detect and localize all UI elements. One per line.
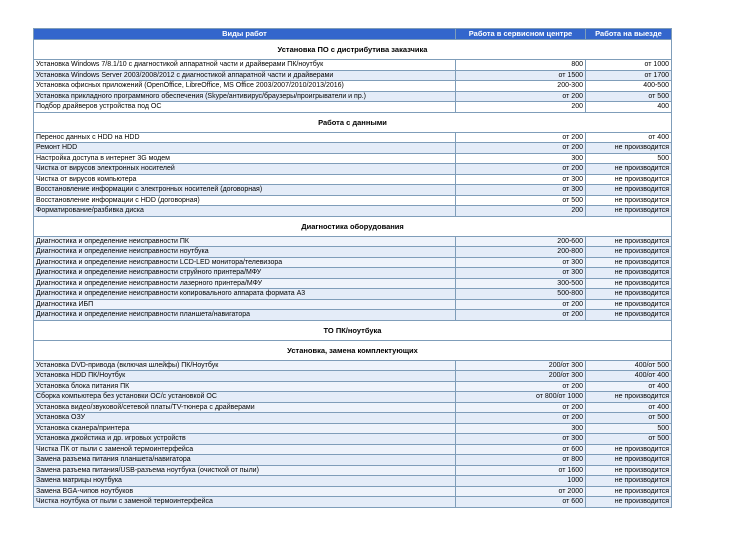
service-price-cell: 300-500 [456,278,586,289]
onsite-price-cell: не производится [586,455,672,466]
onsite-price-cell: не производится [586,444,672,455]
table-row [34,206,672,217]
onsite-price-cell: от 500 [586,434,672,445]
section-header-row [34,340,672,360]
onsite-price-cell: от 400 [586,402,672,413]
work-name-cell: Установка DVD-привода (включая шлейфы) ПК/Ноутбук [34,360,456,371]
work-name-cell: Установка прикладного программного обеспечения (Skype/антивирус/браузеры/проигрыватели и пр.) [34,91,456,102]
work-name-cell: Установка Windows Server 2003/2008/2012 с диагностикой аппаратной части и драйверами [34,70,456,81]
table-row [34,371,672,382]
service-price-cell: от 600 [456,444,586,455]
onsite-price-cell: не производится [586,299,672,310]
onsite-price-cell: не производится [586,185,672,196]
work-name-cell: Установка видео/звуковой/сетевой платы/TV-тюнера с драйверами [34,402,456,413]
onsite-price-cell: не производится [586,143,672,154]
table-row [34,164,672,175]
table-row [34,153,672,164]
work-name-cell: Замена разъема питания/USB-разъема ноутбука (очисткой от пыли) [34,465,456,476]
service-price-cell: от 200 [456,381,586,392]
service-price-cell: от 200 [456,132,586,143]
onsite-price-cell: не производится [586,164,672,175]
table-row [34,486,672,497]
onsite-price-cell: от 400 [586,381,672,392]
work-name-cell: Установка ОЗУ [34,413,456,424]
table-row [34,91,672,102]
work-name-cell: Чистка ноутбука от пыли с заменой термоинтерфейса [34,497,456,508]
table-body [34,40,672,508]
work-name-cell: Установка HDD ПК/Ноутбук [34,371,456,382]
work-name-cell: Настройка доступа в интернет 3G модем [34,153,456,164]
service-price-cell: от 800/от 1000 [456,392,586,403]
service-price-cell: 200 [456,102,586,113]
service-price-cell: от 600 [456,497,586,508]
work-name-cell: Диагностика и определение неисправности ноутбука [34,247,456,258]
price-table-container [33,28,671,508]
onsite-price-cell: от 500 [586,91,672,102]
table-row [34,185,672,196]
table-row [34,476,672,487]
onsite-price-cell: 400 [586,102,672,113]
table-row [34,299,672,310]
header-on-site: Работа на выезде [586,29,672,40]
service-price-cell: 200-800 [456,247,586,258]
service-price-cell: 200 [456,206,586,217]
work-name-cell: Чистка от вирусов компьютера [34,174,456,185]
section-title: Диагностика оборудования [34,216,672,236]
work-name-cell: Ремонт HDD [34,143,456,154]
table-row [34,102,672,113]
service-price-cell: от 300 [456,185,586,196]
service-price-cell: от 200 [456,402,586,413]
onsite-price-cell: не производится [586,289,672,300]
table-row [34,278,672,289]
table-row [34,70,672,81]
table-row [34,444,672,455]
onsite-price-cell: не производится [586,206,672,217]
onsite-price-cell: не производится [586,392,672,403]
service-price-cell: от 200 [456,299,586,310]
service-price-cell: 200-300 [456,81,586,92]
work-name-cell: Диагностика и определение неисправности ПК [34,236,456,247]
service-price-cell: от 800 [456,455,586,466]
work-name-cell: Перенос данных с HDD на HDD [34,132,456,143]
onsite-price-cell: не производится [586,257,672,268]
service-price-cell: 200-600 [456,236,586,247]
service-price-cell: 1000 [456,476,586,487]
section-title: Работа с данными [34,112,672,132]
work-name-cell: Диагностика и определение неисправности планшета/навигатора [34,310,456,321]
work-name-cell: Восстановление информации с HDD (договорная) [34,195,456,206]
work-name-cell: Диагностика и определение неисправности лазерного принтера/МФУ [34,278,456,289]
table-row [34,465,672,476]
service-price-cell: от 1500 [456,70,586,81]
onsite-price-cell: от 1000 [586,60,672,71]
section-header-row [34,216,672,236]
table-row [34,402,672,413]
section-header-row [34,320,672,340]
onsite-price-cell: не производится [586,195,672,206]
service-price-cell: 200/от 300 [456,360,586,371]
work-name-cell: Замена BGA-чипов ноутбуков [34,486,456,497]
onsite-price-cell: 500 [586,423,672,434]
service-price-cell: от 300 [456,174,586,185]
table-row [34,310,672,321]
work-name-cell: Диагностика и определение неисправности струйного принтера/МФУ [34,268,456,279]
table-row [34,174,672,185]
service-price-cell: от 200 [456,310,586,321]
onsite-price-cell: не производится [586,465,672,476]
onsite-price-cell: 400/от 500 [586,360,672,371]
onsite-price-cell: от 400 [586,132,672,143]
table-row [34,268,672,279]
table-row [34,455,672,466]
service-price-cell: от 300 [456,257,586,268]
service-price-cell: от 200 [456,143,586,154]
work-name-cell: Замена разъема питания планшета/навигатора [34,455,456,466]
onsite-price-cell: 400-500 [586,81,672,92]
service-price-cell: от 1600 [456,465,586,476]
service-price-cell: 300 [456,423,586,434]
section-title: Установка ПО с дистрибутива заказчика [34,40,672,60]
onsite-price-cell: 400/от 400 [586,371,672,382]
onsite-price-cell: не производится [586,310,672,321]
onsite-price-cell: не производится [586,497,672,508]
work-name-cell: Диагностика ИБП [34,299,456,310]
table-header-row [34,29,672,40]
work-name-cell: Замена матрицы ноутбука [34,476,456,487]
onsite-price-cell: не производится [586,476,672,487]
service-price-cell: от 200 [456,413,586,424]
work-name-cell: Чистка ПК от пыли с заменой термоинтерфейса [34,444,456,455]
work-name-cell: Чистка от вирусов электронных носителей [34,164,456,175]
section-header-row [34,40,672,60]
table-row [34,381,672,392]
onsite-price-cell: 500 [586,153,672,164]
table-row [34,132,672,143]
work-name-cell: Диагностика и определение неисправности LCD-LED монитора/телевизора [34,257,456,268]
table-row [34,236,672,247]
table-row [34,360,672,371]
header-work-types: Виды работ [34,29,456,40]
onsite-price-cell: от 1700 [586,70,672,81]
onsite-price-cell: не производится [586,278,672,289]
service-price-cell: от 200 [456,164,586,175]
service-price-cell: 300 [456,153,586,164]
work-name-cell: Установка джойстика и др. игровых устройств [34,434,456,445]
work-name-cell: Диагностика и определение неисправности копировального аппарата формата А3 [34,289,456,300]
work-name-cell: Сборка компьютера без установки ОС/с установкой ОС [34,392,456,403]
onsite-price-cell: не производится [586,486,672,497]
table-row [34,413,672,424]
work-name-cell: Установка блока питания ПК [34,381,456,392]
table-row [34,289,672,300]
table-row [34,497,672,508]
section-header-row [34,112,672,132]
table-row [34,247,672,258]
service-price-cell: от 500 [456,195,586,206]
table-row [34,195,672,206]
table-row [34,257,672,268]
work-name-cell: Установка Windows 7/8.1/10 с диагностикой аппаратной части и драйверами ПК/ноутбук [34,60,456,71]
service-price-cell: от 300 [456,268,586,279]
service-price-cell: 500-800 [456,289,586,300]
onsite-price-cell: не производится [586,174,672,185]
work-name-cell: Установка сканера/принтера [34,423,456,434]
work-name-cell: Установка офисных приложений (OpenOffice, LibreOffice, MS Office 2003/2007/2010/2013/2016) [34,81,456,92]
onsite-price-cell: не производится [586,236,672,247]
section-title: ТО ПК/ноутбука [34,320,672,340]
service-price-cell: 200/от 300 [456,371,586,382]
service-price-cell: 800 [456,60,586,71]
work-name-cell: Подбор драйверов устройства под ОС [34,102,456,113]
table-row [34,423,672,434]
section-title: Установка, замена комплектующих [34,340,672,360]
service-price-cell: от 2000 [456,486,586,497]
price-table [33,28,672,508]
table-row [34,434,672,445]
service-price-cell: от 200 [456,91,586,102]
work-name-cell: Форматирование/разбивка диска [34,206,456,217]
onsite-price-cell: от 500 [586,413,672,424]
table-row [34,143,672,154]
table-row [34,81,672,92]
table-row [34,60,672,71]
service-price-cell: от 300 [456,434,586,445]
header-service-center: Работа в сервисном центре [456,29,586,40]
onsite-price-cell: не производится [586,268,672,279]
work-name-cell: Восстановление информации с электронных носителей (договорная) [34,185,456,196]
onsite-price-cell: не производится [586,247,672,258]
table-row [34,392,672,403]
